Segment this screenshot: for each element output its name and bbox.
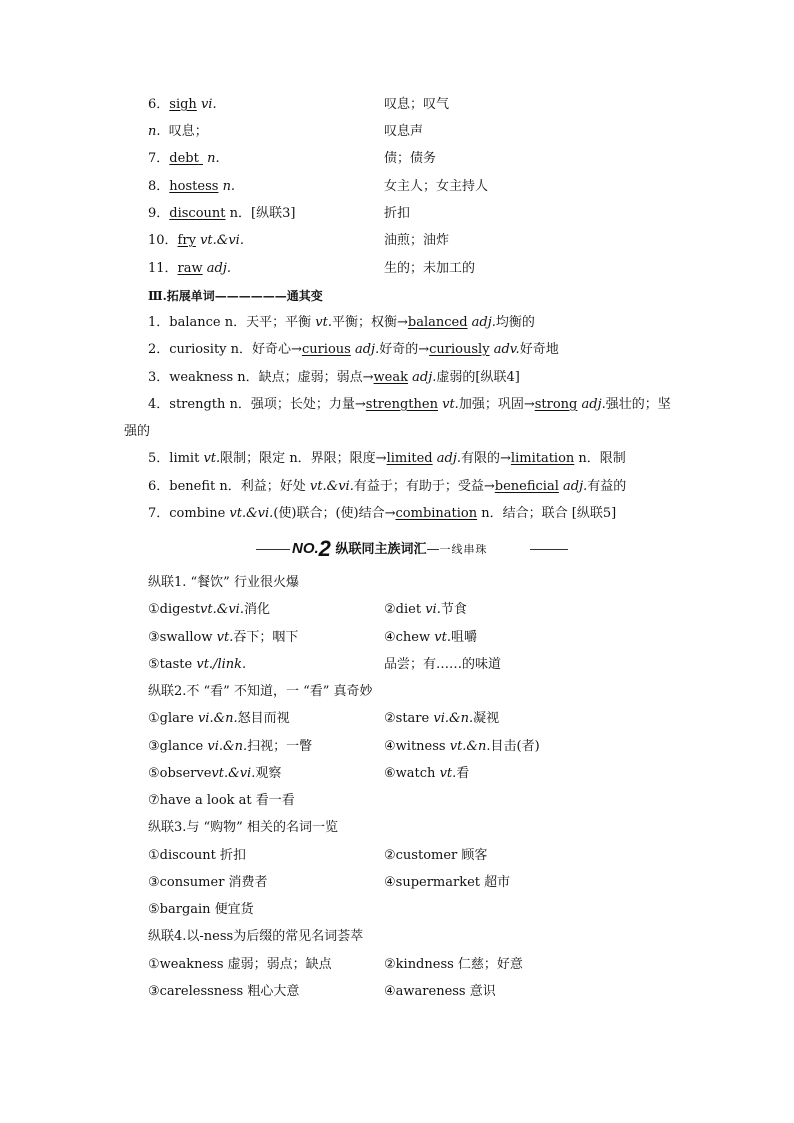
group-title: 纵联4.以-ness为后缀的常见名词荟萃 — [148, 929, 364, 944]
group-item-row: ③carelessness 粗心大意 ④awareness 意识 — [148, 984, 496, 999]
vocab-row: 7．debt n. 债；债务 — [148, 151, 437, 166]
expand-row: 5．limit vt.限制；限定 n．界限；限度→limited adj.有限的→limitation n．限制 — [148, 451, 626, 466]
vocab-row: 6．sigh vi. 叹息；叹气 — [148, 97, 450, 112]
group-title: 纵联2.不 “看” 不知道，一 “看” 真奇妙 — [148, 684, 373, 699]
group-item-row: ①glare vi.&n.怒目而视 ②stare vi.&n.凝视 — [148, 711, 500, 726]
group-item-row: ③glance vi.&n.扫视；一瞥 ④witness vt.&n.目击(者) — [148, 739, 540, 754]
group-item-row: ⑤taste vt./link. 品尝；有……的味道 — [148, 657, 502, 672]
banner-rule-right — [530, 549, 568, 550]
group-item-row: ⑤bargain 便宜货 — [148, 902, 254, 917]
expand-row: 3．weakness n．缺点；虚弱；弱点→weak adj.虚弱的[纵联4] — [148, 370, 520, 385]
expand-row: 2．curiosity n．好奇心→curious adj.好奇的→curiously adv.好奇地 — [148, 342, 559, 357]
group-item-row: ③consumer 消费者 ④supermarket 超市 — [148, 875, 511, 890]
group-title: 纵联1. “餐饮” 行业很火爆 — [148, 575, 299, 590]
group-item-row: ⑦have a look at 看一看 — [148, 793, 295, 808]
expand-row: 1．balance n．天平；平衡 vt.平衡；权衡→balanced adj.均衡的 — [148, 315, 535, 330]
group-item-row: ①digestvt.&vi.消化 ②diet vi.节食 — [148, 602, 467, 617]
expand-row-wrap: 强的 — [124, 424, 151, 439]
expand-row: 6．benefit n．利益；好处 vt.&vi.有益于；有助于；受益→beneficial adj.有益的 — [148, 479, 627, 494]
group-item-row: ⑤observevt.&vi.观察 ⑥watch vt.看 — [148, 766, 470, 781]
section-heading: Ⅲ.拓展单词——————通其变 — [148, 289, 323, 303]
vocab-row: n. 叹息； 叹息声 — [148, 124, 424, 139]
vocab-row: 11．raw adj. 生的；未加工的 — [148, 261, 476, 276]
group-item-row: ①weakness 虚弱；弱点；缺点 ②kindness 仁慈；好意 — [148, 957, 523, 972]
vocab-row: 9．discount n．[纵联3] 折扣 — [148, 206, 411, 221]
group-item-row: ①discount 折扣 ②customer 顾客 — [148, 848, 488, 863]
banner-title: NO.2 纵联同主族词汇—一线串珠 — [292, 536, 488, 561]
vocab-row: 8．hostess n. 女主人；女主持人 — [148, 179, 489, 194]
group-item-row: ③swallow vt.吞下；咽下 ④chew vt.咀嚼 — [148, 630, 477, 645]
group-title: 纵联3.与 “购物” 相关的名词一览 — [148, 820, 338, 835]
vocab-row: 10．fry vt.&vi. 油煎；油炸 — [148, 233, 450, 248]
banner-rule-left — [256, 549, 290, 550]
expand-row: 7．combine vt.&vi.(使)联合；(使)结合→combination n．结合；联合 [纵联5] — [148, 506, 617, 521]
expand-row: 4．strength n．强项；长处；力量→strengthen vt.加强；巩固→strong adj.强壮的；坚 — [148, 397, 671, 412]
section-banner — [0, 536, 794, 562]
